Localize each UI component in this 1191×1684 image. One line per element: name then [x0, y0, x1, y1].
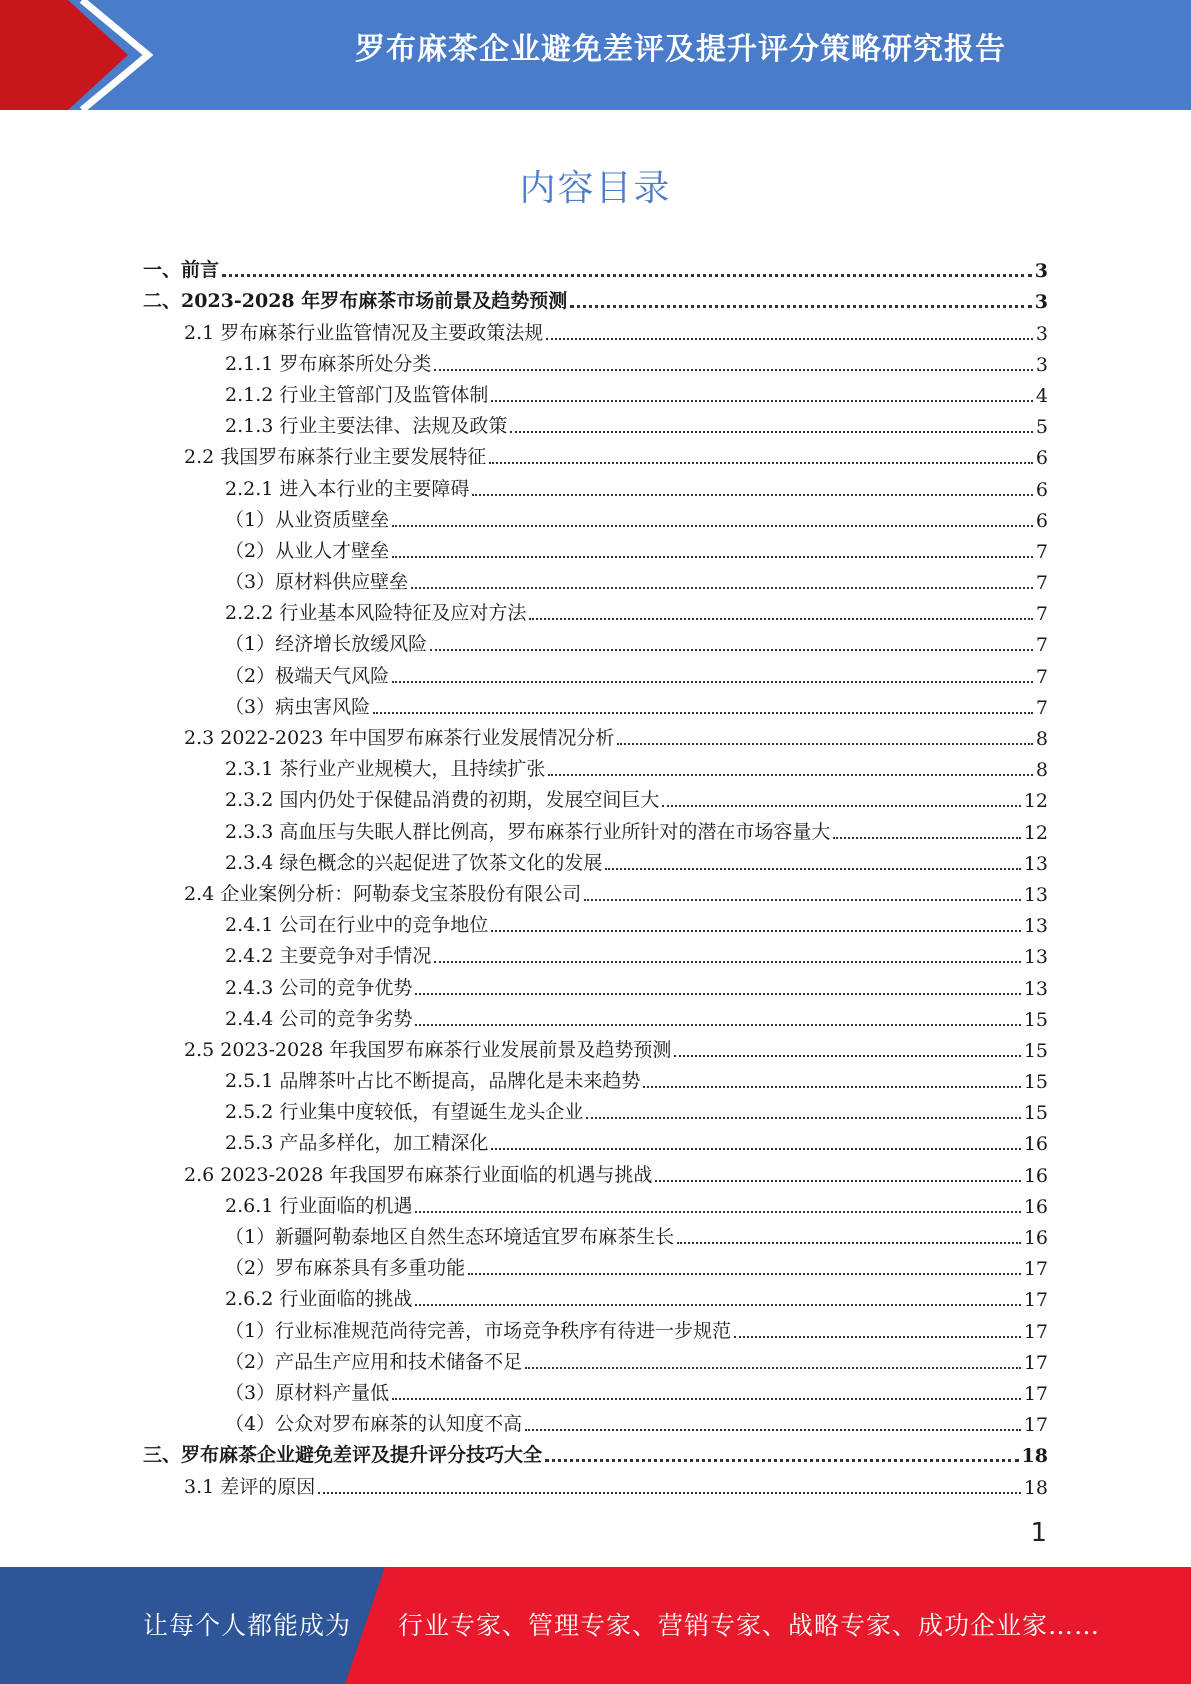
toc-entry[interactable] — [143, 535, 1048, 566]
toc-dot-leader — [491, 400, 1033, 402]
toc-entry[interactable] — [143, 1221, 1048, 1252]
toc-entry-page: 17 — [1023, 1320, 1048, 1343]
report-title: 罗布麻茶企业避免差评及提升评分策略研究报告 — [355, 32, 1006, 67]
toc-entry-label: （2）从业人才壁垒 — [225, 539, 390, 562]
toc-entry-label: （3）原材料供应壁垒 — [225, 571, 409, 594]
toc-entry-page: 17 — [1023, 1382, 1048, 1405]
toc-entry-label: 2.5.2 行业集中度较低，有望诞生龙头企业 — [225, 1101, 584, 1124]
toc-entry-page: 17 — [1023, 1351, 1048, 1374]
toc-entry-label: 2.5.1 品牌茶叶占比不断提高，品牌化是未来趋势 — [225, 1070, 641, 1093]
toc-dot-leader — [415, 1024, 1020, 1026]
toc-entry-label: 2.4.1 公司在行业中的竞争地位 — [225, 914, 489, 937]
toc-entry-page: 13 — [1023, 915, 1048, 938]
toc-dot-leader — [489, 462, 1033, 464]
toc-entry-label: 2.3.2 国内仍处于保健品消费的初期，发展空间巨大 — [225, 789, 660, 812]
toc-entry-page: 7 — [1035, 603, 1048, 626]
toc-dot-leader — [584, 899, 1021, 901]
toc-entry-label: （4）公众对罗布麻茶的认知度不高 — [225, 1413, 523, 1436]
toc-entry[interactable] — [143, 1003, 1048, 1034]
toc-entry-label: 2.4.2 主要竞争对手情况 — [225, 945, 432, 968]
toc-entry-page: 17 — [1023, 1289, 1048, 1312]
toc-entry-page: 17 — [1023, 1258, 1048, 1281]
toc-entry-page: 16 — [1023, 1195, 1048, 1218]
toc-entry[interactable] — [143, 722, 1048, 753]
toc-entry-page: 3 — [1034, 291, 1048, 314]
toc-entry-label: 2.4 企业案例分析：阿勒泰戈宝茶股份有限公司 — [184, 882, 582, 905]
toc-dot-leader — [525, 1429, 1021, 1431]
toc-entry[interactable] — [143, 940, 1048, 971]
footer-slogan-left: 让每个人都能成为 — [143, 1611, 352, 1640]
toc-dot-leader — [415, 1211, 1020, 1213]
toc-entry-page: 7 — [1035, 696, 1048, 719]
toc-entry[interactable] — [143, 847, 1048, 878]
toc-entry-page: 13 — [1023, 946, 1048, 969]
toc-entry[interactable] — [143, 1314, 1048, 1345]
toc-dot-leader — [392, 556, 1033, 558]
toc-entry[interactable] — [143, 659, 1048, 690]
toc-entry-label: （3）原材料产量低 — [225, 1381, 390, 1404]
toc-dot-leader — [318, 1492, 1021, 1494]
toc-entry[interactable] — [143, 1377, 1048, 1408]
toc-entry-page: 12 — [1023, 821, 1048, 844]
toc-dot-leader — [605, 868, 1020, 870]
toc-entry-label: 2.3.3 高血压与失眠人群比例高，罗布麻茶行业所针对的潜在市场容量大 — [225, 820, 831, 843]
toc-entry-page: 13 — [1023, 852, 1048, 875]
toc-entry-label: 2.4.3 公司的竞争优势 — [225, 976, 413, 999]
toc-entry-page: 8 — [1035, 759, 1048, 782]
toc-entry-label: 2.2 我国罗布麻茶行业主要发展特征 — [184, 446, 487, 469]
toc-entry[interactable] — [143, 815, 1048, 846]
toc-entry-label: 2.5 2023-2028 年我国罗布麻茶行业发展前景及趋势预测 — [184, 1038, 672, 1061]
toc-entry[interactable] — [143, 1158, 1048, 1189]
toc-entry-label: （1）经济增长放缓风险 — [225, 633, 428, 656]
toc-entry[interactable] — [143, 1346, 1048, 1377]
toc-entry-label: 2.1 罗布麻茶行业监管情况及主要政策法规 — [184, 321, 544, 344]
toc-entry[interactable] — [143, 504, 1048, 535]
toc-entry-page: 16 — [1023, 1227, 1048, 1249]
toc-entry-page: 16 — [1023, 1133, 1048, 1156]
toc-entry-page: 5 — [1035, 416, 1048, 439]
toc-dot-leader — [674, 1055, 1020, 1057]
toc-entry-label: 2.1.1 罗布麻茶所处分类 — [225, 352, 432, 375]
toc-entry[interactable] — [143, 597, 1048, 628]
toc-entry-label: 三、罗布麻茶企业避免差评及提升评分技巧大全 — [143, 1444, 543, 1467]
toc-entry-label: 2.6 2023-2028 年我国罗布麻茶行业面临的机遇与挑战 — [184, 1163, 653, 1186]
toc-dot-leader — [392, 525, 1033, 527]
toc-entry-label: 2.3.1 茶行业产业规模大，且持续扩张 — [225, 758, 546, 781]
toc-entry-page: 16 — [1023, 1164, 1048, 1187]
toc-entry-label: 2.5.3 产品多样化，加工精深化 — [225, 1132, 489, 1155]
toc-entry-label: 一、前言 — [143, 259, 220, 282]
toc-dot-leader — [434, 961, 1020, 963]
toc-entry-label: 2.2.2 行业基本风险特征及应对方法 — [225, 602, 527, 625]
toc-entry[interactable] — [143, 1190, 1048, 1221]
toc-entry[interactable] — [143, 971, 1048, 1002]
toc-entry-label: 2.3 2022-2023 年中国罗布麻茶行业发展情况分析 — [184, 727, 615, 749]
toc-entry-label: 2.2.1 进入本行业的主要障碍 — [225, 477, 470, 500]
toc-entry[interactable] — [143, 1283, 1048, 1314]
toc-dot-leader — [491, 1148, 1020, 1150]
toc-entry-page: 6 — [1035, 447, 1048, 470]
toc-entry-page: 12 — [1023, 790, 1048, 813]
toc-entry-page: 15 — [1023, 1071, 1048, 1094]
toc-dot-leader — [430, 649, 1033, 651]
toc-entry-page: 6 — [1035, 509, 1048, 532]
toc-dot-leader — [468, 1273, 1021, 1275]
toc-entry-page: 7 — [1035, 665, 1048, 688]
toc-dot-leader — [222, 274, 1032, 277]
toc-entry-page: 17 — [1023, 1414, 1048, 1437]
toc-entry-label: （3）病虫害风险 — [225, 695, 371, 718]
page-footer — [0, 1567, 1191, 1684]
toc-entry-page: 3 — [1035, 353, 1048, 376]
toc-entry-label: （1）行业标准规范尚待完善，市场竞争秩序有待进一步规范 — [225, 1319, 732, 1342]
toc-dot-leader — [529, 618, 1033, 620]
toc-entry[interactable] — [143, 691, 1048, 722]
toc-entry[interactable] — [143, 441, 1048, 472]
toc-entry[interactable] — [143, 1470, 1048, 1501]
toc-entry-label: 2.3.4 绿色概念的兴起促进了饮茶文化的发展 — [225, 851, 603, 874]
toc-dot-leader — [491, 930, 1020, 932]
toc-entry[interactable] — [143, 410, 1048, 441]
toc-entry-label: 2.1.2 行业主管部门及监管体制 — [225, 383, 489, 406]
toc-entry-page: 15 — [1023, 1039, 1048, 1062]
toc-entry[interactable] — [143, 753, 1048, 784]
toc-entry[interactable] — [143, 472, 1048, 503]
toc-entry[interactable] — [143, 909, 1048, 940]
toc-entry-page: 3 — [1034, 260, 1048, 283]
page-header — [0, 0, 1191, 110]
toc-dot-leader — [434, 369, 1033, 371]
toc-entry-page: 7 — [1035, 634, 1048, 657]
toc-entry[interactable] — [143, 254, 1048, 285]
toc-dot-leader — [545, 1459, 1019, 1462]
toc-entry[interactable] — [143, 566, 1048, 597]
toc-dot-leader — [655, 1180, 1020, 1182]
toc-dot-leader — [546, 338, 1033, 340]
toc-dot-leader — [411, 587, 1033, 589]
toc-dot-leader — [617, 743, 1032, 745]
toc-entry-label: （1）从业资质壁垒 — [225, 508, 390, 531]
toc-entry-label: （2）极端天气风险 — [225, 664, 390, 687]
toc-entry-label: （1）新疆阿勒泰地区自然生态环境适宜罗布麻茶生长 — [225, 1226, 675, 1248]
toc-dot-leader — [373, 712, 1033, 714]
toc-entry[interactable] — [143, 285, 1048, 316]
toc-entry[interactable] — [143, 628, 1048, 659]
toc-dot-leader — [643, 1086, 1020, 1088]
toc-dot-leader — [833, 837, 1020, 839]
footer-slogan-right: 行业专家、管理专家、营销专家、战略专家、成功企业家…… — [398, 1611, 1101, 1640]
toc-entry-label: 2.6.2 行业面临的挑战 — [225, 1288, 413, 1311]
toc-entry[interactable] — [143, 1034, 1048, 1065]
toc-entry-page: 13 — [1023, 977, 1048, 1000]
toc-dot-leader — [392, 1398, 1021, 1400]
toc-entry[interactable] — [143, 1096, 1048, 1127]
toc-heading: 内容目录 — [519, 168, 672, 209]
toc-entry-page: 15 — [1023, 1008, 1048, 1031]
toc-entry-page: 18 — [1023, 1476, 1048, 1499]
toc-entry[interactable] — [143, 878, 1048, 909]
toc-dot-leader — [662, 805, 1020, 807]
toc-entry-page: 4 — [1035, 384, 1048, 407]
toc-entry-page: 6 — [1035, 478, 1048, 501]
toc-entry[interactable] — [143, 784, 1048, 815]
toc-entry[interactable] — [143, 348, 1048, 379]
toc-entry[interactable] — [143, 316, 1048, 347]
toc-entry[interactable] — [143, 1127, 1048, 1158]
toc-entry-label: 2.1.3 行业主要法律、法规及政策 — [225, 415, 508, 438]
toc-entry-page: 18 — [1021, 1445, 1048, 1468]
page-number: 1 — [1030, 1518, 1047, 1548]
toc-entry-page: 3 — [1035, 322, 1048, 345]
toc-entry-page: 13 — [1023, 883, 1048, 906]
toc-entry-page: 7 — [1035, 572, 1048, 595]
toc-entry[interactable] — [143, 1065, 1048, 1096]
toc-entry-label: （2）罗布麻茶具有多重功能 — [225, 1257, 466, 1280]
toc-entry-label: 二、2023-2028 年罗布麻茶市场前景及趋势预测 — [143, 290, 568, 313]
toc-dot-leader — [570, 305, 1032, 308]
toc-dot-leader — [415, 993, 1020, 995]
toc-dot-leader — [734, 1336, 1021, 1338]
toc-dot-leader — [510, 431, 1033, 433]
toc-dot-leader — [472, 494, 1033, 496]
toc-entry[interactable] — [143, 1439, 1048, 1470]
toc-dot-leader — [415, 1304, 1020, 1306]
toc-entry[interactable] — [143, 1252, 1048, 1283]
toc-entry[interactable] — [143, 379, 1048, 410]
toc-dot-leader — [392, 681, 1033, 683]
toc-entry-label: （2）产品生产应用和技术储备不足 — [225, 1350, 523, 1373]
toc-entry-page: 7 — [1035, 540, 1048, 563]
toc-entry-label: 3.1 差评的原因 — [184, 1475, 316, 1498]
toc-entry[interactable] — [143, 1408, 1048, 1439]
table-of-contents — [143, 254, 1048, 1502]
toc-dot-leader — [677, 1242, 1021, 1244]
toc-entry-label: 2.4.4 公司的竞争劣势 — [225, 1007, 413, 1030]
toc-dot-leader — [548, 774, 1033, 776]
toc-entry-label: 2.6.1 行业面临的机遇 — [225, 1194, 413, 1217]
toc-entry-page: 15 — [1023, 1102, 1048, 1125]
toc-entry-page: 8 — [1035, 728, 1048, 750]
toc-dot-leader — [586, 1117, 1020, 1119]
toc-dot-leader — [525, 1367, 1021, 1369]
